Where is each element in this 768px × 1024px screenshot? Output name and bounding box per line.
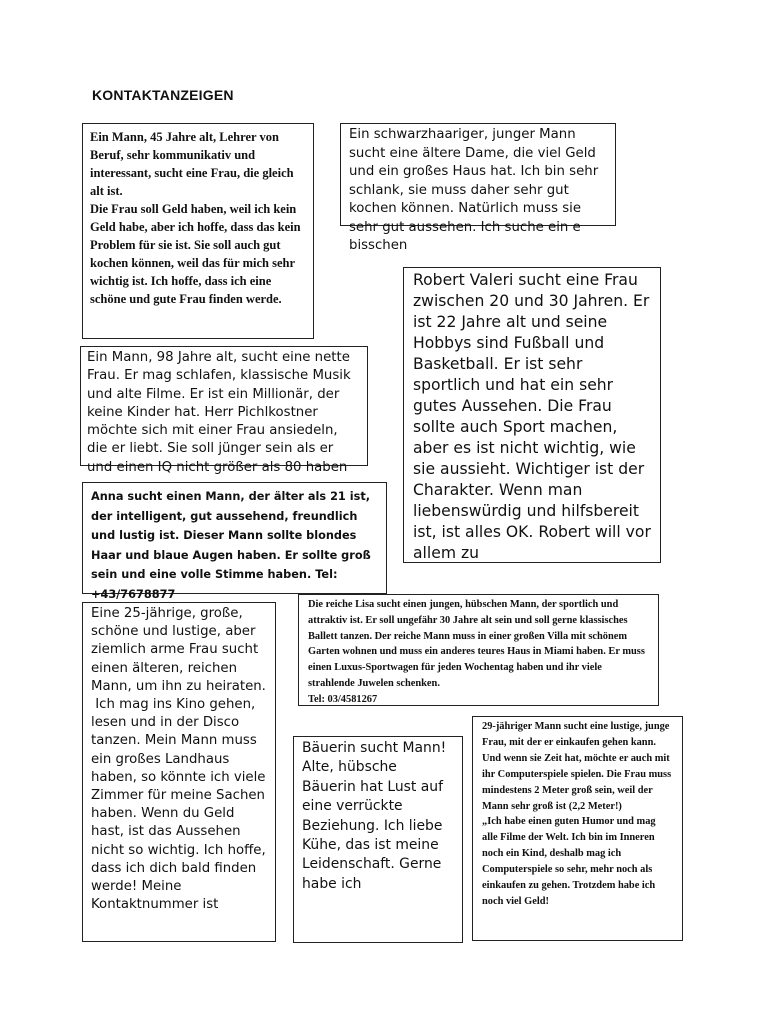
ad-box-98-year-old (80, 346, 368, 475)
ad-box-29-year-old-man (472, 716, 683, 941)
ad-box-teacher (82, 123, 314, 339)
ad-text: Anna sucht einen Mann, der älter als 21 ist, der intelligent, gut aussehend, freundlich und lustig ist. Dieser Mann sollte blondes Haar und blaue Augen haben. Er sollte groß sein und eine volle Stimme haben. Tel: +43/7678877 (91, 490, 375, 601)
ad-box-robert-valeri (403, 267, 661, 563)
ad-text: Bäuerin sucht Mann! Alte, hübsche Bäuerin hat Lust auf eine verrückte Beziehung. Ich liebe Kühe, das ist meine Leidenschaft. Gerne habe ich (302, 740, 447, 892)
ad-box-anna (82, 482, 387, 601)
ad-text: 29-jähriger Mann sucht eine lustige, junge Frau, mit der er einkaufen gehen kann. Und wenn sie Zeit hat, möchte er auch mit ihr Computerspiele spielen. Die Frau muss mindestens 2 Meter groß sein, weil der Mann sehr groß ist (2,2 Meter!) „Ich habe einen guten Humor und mag alle Filme der Welt. Ich bin im Inneren noch ein Kind, deshalb mag ich Computerspiele so sehr, mehr noch als einkaufen zu gehen. Trotzdem habe ich noch viel Geld! (482, 721, 672, 907)
ad-box-black-haired-man (340, 123, 616, 253)
ad-box-25-year-old-woman (82, 602, 276, 942)
ad-text: Eine 25-jährige, große, schöne und lustige, aber ziemlich arme Frau sucht einen älteren, reichen Mann, um ihn zu heiraten. Ich mag ins Kino gehen, lesen und in der Disco tanzen. Mein Mann muss ein großes Landhaus haben, so könnte ich viele Zimmer für meine Sachen haben. Wenn du Geld hast, ist das Aussehen nicht so wichtig. Ich hoffe, dass ich dich bald finden werde! Meine Kontaktnummer ist (91, 606, 266, 913)
ad-text: Die reiche Lisa sucht einen jungen, hübschen Mann, der sportlich und attraktiv ist. Er soll ungefähr 30 Jahre alt sein und soll gerne klassisches Ballett tanzen. Der reiche Mann muss in einer großen Villa mit schönem Garten wohnen und muss ein anderes teures Haus in Miami haben. Er muss einen Luxus-Sportwagen für jeden Wochentag haben und ihr viele strahlende Juwelen schenken. Tel: 03/4581267 (308, 599, 645, 705)
page-title: KONTAKTANZEIGEN (92, 87, 234, 103)
ad-box-lisa (298, 594, 659, 706)
ad-text: Ein schwarzhaariger, junger Mann sucht eine ältere Dame, die viel Geld und ein großes Haus hat. Ich bin sehr schlank, sie muss daher sehr gut kochen können. Natürlich muss sie sehr gut aussehen. Ich suche ein e bisschen (349, 127, 603, 253)
ad-text: Robert Valeri sucht eine Frau zwischen 20 und 30 Jahren. Er ist 22 Jahre alt und seine Hobbys sind Fußball und Basketball. Er ist sehr sportlich und hat ein sehr gutes Aussehen. Die Frau sollte auch Sport machen, aber es ist nicht wichtig, wie sie aussieht. Wichtiger ist der Charakter. Wenn man liebenswürdig und hilfsbereit ist, ist alles OK. Robert will vor allem zu (413, 271, 656, 562)
ad-text: Ein Mann, 45 Jahre alt, Lehrer von Beruf, sehr kommunikativ und interessant, sucht eine Frau, die gleich alt ist. Die Frau soll Geld haben, weil ich kein Geld habe, aber ich hoffe, dass das kein Problem für sie ist. Sie soll auch gut kochen können, weil das für mich sehr wichtig ist. Ich hoffe, dass ich eine schöne und gute Frau finden werde. (90, 130, 301, 306)
ad-box-farmer-woman (293, 736, 463, 943)
ad-text: Ein Mann, 98 Jahre alt, sucht eine nette Frau. Er mag schlafen, klassische Musik und alte Filme. Er ist ein Millionär, der keine Kinder hat. Herr Pichlkostner möchte sich mit einer Frau ansiedeln, die er liebt. Sie soll jünger sein als er und einen IQ nicht größer als 80 haben (87, 350, 355, 475)
